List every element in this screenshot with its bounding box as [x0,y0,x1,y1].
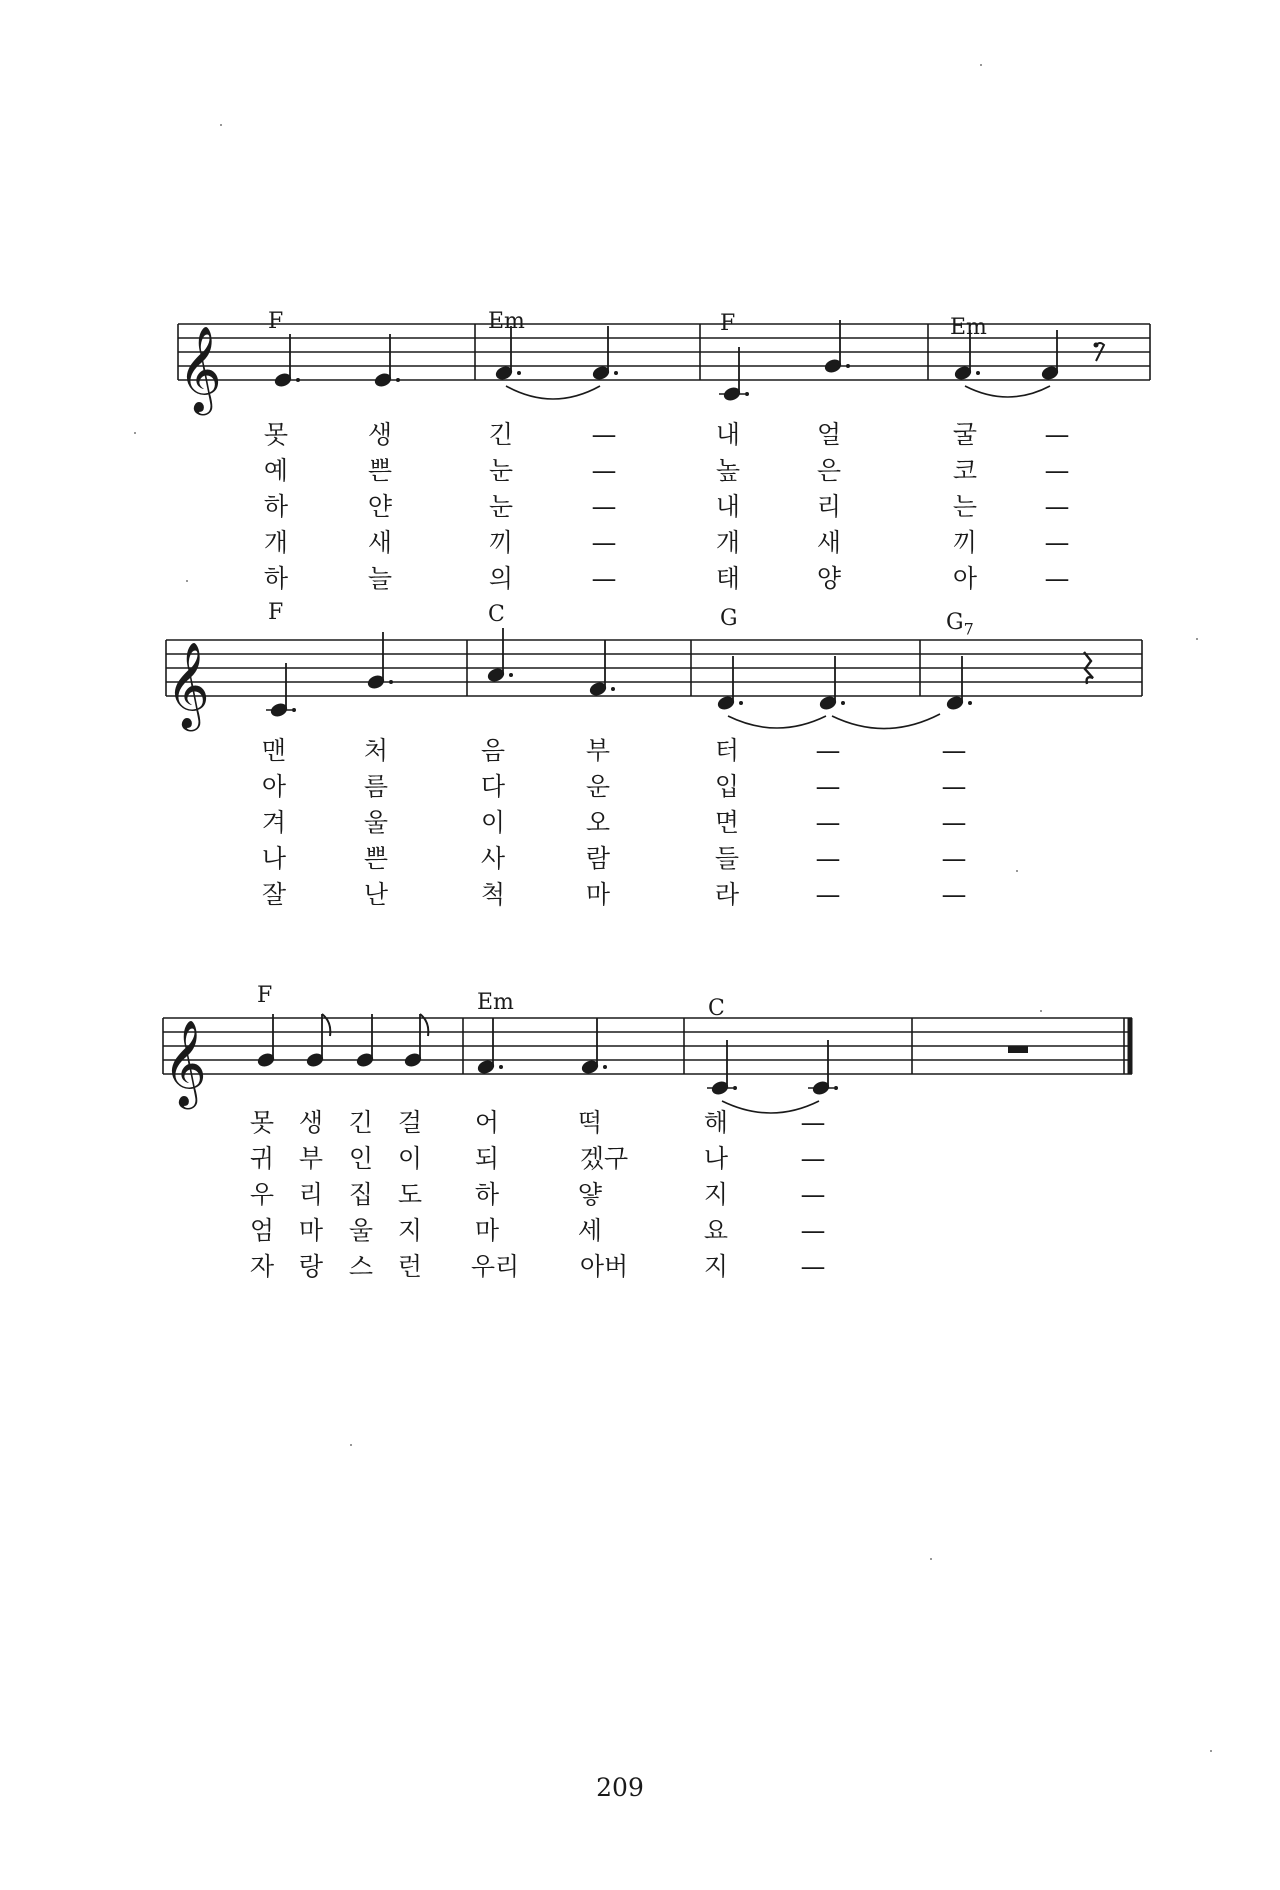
lyric-syllable: 얗 [577,1180,603,1209]
chord-symbol: Em [488,309,525,334]
chord-symbol: F [268,600,284,625]
lyric-syllable: 운 [585,772,611,801]
scan-speck [350,1444,352,1446]
lyric-syllable: 지 [703,1252,729,1281]
lyric-syllable: 인 [348,1144,374,1173]
lyric-syllable: 은 [816,456,842,485]
lyric-syllable: 아 [952,564,978,593]
lyric-syllable: 난 [363,880,389,909]
lyric-syllable: 집 [348,1180,374,1209]
lyric-syllable: 새 [367,528,393,557]
lyric-syllable: 끼 [952,528,978,557]
chord-symbol: $G_7$ [946,610,974,639]
lyric-syllable: 늘 [367,564,393,593]
chord-symbol: C [488,602,505,627]
lyric-syllable: 이 [397,1144,423,1173]
lyric-syllable: 부 [298,1144,324,1173]
treble-clef-icon: 𝄞 [166,642,210,728]
scan-speck [1040,1010,1042,1012]
lyric-syllable: — [800,1252,826,1281]
lyric-syllable: 쁜 [363,844,389,873]
lyric-syllable: 스 [348,1252,374,1281]
lyric-syllable: 지 [397,1216,423,1245]
staff-system-1 [178,324,1150,380]
scan-speck [1016,870,1018,872]
lyric-syllable: 코 [952,456,978,485]
lyric-syllable: 면 [714,808,740,837]
lyric-syllable: 들 [714,844,740,873]
lyric-syllable: 입 [714,772,740,801]
lyric-syllable: 예 [263,456,289,485]
staff-system-2 [166,640,1142,696]
lyric-syllable: 음 [480,736,506,765]
lyric-syllable: 엄 [249,1216,275,1245]
lyric-syllable: — [941,808,967,837]
lyric-syllable: 하 [263,492,289,521]
lyric-syllable: 생 [298,1108,324,1137]
lyric-syllable: 겠구 [579,1144,629,1173]
lyric-syllable: 울 [348,1216,374,1245]
lyric-syllable: 라 [714,880,740,909]
chord-symbol: Em [950,315,987,340]
lyric-syllable: 이 [480,808,506,837]
scan-speck [186,580,188,582]
scan-speck [1210,1750,1212,1752]
lyric-syllable: 마 [298,1216,324,1245]
lyric-syllable: 우리 [470,1252,520,1281]
lyric-syllable: — [1044,528,1070,557]
lyric-syllable: 나 [261,844,287,873]
lyric-syllable: 개 [263,528,289,557]
lyric-syllable: — [815,880,841,909]
scan-speck [134,432,136,434]
lyric-syllable: 오 [585,808,611,837]
lyric-syllable: — [941,880,967,909]
lyric-syllable: 처 [363,736,389,765]
lyric-syllable: 내 [715,420,741,449]
lyric-syllable: 하 [474,1180,500,1209]
lyric-syllable: — [591,420,617,449]
lyric-syllable: 도 [397,1180,423,1209]
staff-system-3 [163,1018,1132,1074]
notes-system-2 [266,628,1093,729]
lyric-syllable: — [591,564,617,593]
lyric-syllable: — [941,844,967,873]
lyric-syllable: — [815,808,841,837]
lyric-syllable: 의 [488,564,514,593]
lyric-syllable: 긴 [348,1108,374,1137]
lyric-syllable: — [591,456,617,485]
lyric-syllable: 높 [715,456,741,485]
lyric-syllable: 얼 [816,420,842,449]
lyric-syllable: 새 [816,528,842,557]
scan-speck [980,64,982,66]
lyric-syllable: 쁜 [367,456,393,485]
lyric-syllable: 요 [703,1216,729,1245]
lyric-syllable: 내 [715,492,741,521]
lyric-syllable: 세 [577,1216,603,1245]
lyric-syllable: 하 [263,564,289,593]
lyric-syllable: — [1044,492,1070,521]
chord-symbol: G [720,606,738,631]
lyric-syllable: 어 [474,1108,500,1137]
lyric-syllable: — [1044,564,1070,593]
lyric-syllable: 우 [249,1180,275,1209]
lyric-syllable: 해 [703,1108,729,1137]
chord-symbol: F [257,983,273,1008]
lyric-syllable: 양 [816,564,842,593]
lyric-syllable: 잘 [261,880,287,909]
lyric-syllable: 울 [363,808,389,837]
lyric-syllable: — [800,1216,826,1245]
lyric-syllable: 터 [714,736,740,765]
lyric-syllable: — [800,1180,826,1209]
lyric-syllable: 다 [480,772,506,801]
lyric-syllable: 못 [263,420,289,449]
lyric-syllable: 리 [298,1180,324,1209]
chord-symbol: F [268,309,284,334]
chord-symbol: F [720,311,736,336]
lyric-syllable: 런 [397,1252,423,1281]
lyric-syllable: 아버 [579,1252,629,1281]
lyric-syllable: 름 [363,772,389,801]
lyric-syllable: — [591,492,617,521]
lyric-syllable: 람 [585,844,611,873]
lyric-syllable: 눈 [488,492,514,521]
lyric-syllable: — [1044,420,1070,449]
lyric-syllable: 마 [585,880,611,909]
lyric-syllable: — [941,772,967,801]
lyric-syllable: 아 [261,772,287,801]
lyric-syllable: 랑 [298,1252,324,1281]
lyric-syllable: 사 [480,844,506,873]
lyric-syllable: — [800,1144,826,1173]
lyric-syllable: — [815,772,841,801]
treble-clef-icon: 𝄞 [163,1020,207,1106]
scan-speck [220,124,222,126]
lyric-syllable: 눈 [488,456,514,485]
lyric-syllable: — [941,736,967,765]
lyric-syllable: 리 [816,492,842,521]
lyric-syllable: — [800,1108,826,1137]
lyric-syllable: — [591,528,617,557]
lyric-syllable: 걸 [397,1108,423,1137]
lyric-syllable: 되 [474,1144,500,1173]
lyric-syllable: 마 [474,1216,500,1245]
scan-speck [930,1558,932,1560]
lyric-syllable: 부 [585,736,611,765]
lyric-syllable: 지 [703,1180,729,1209]
lyric-syllable: 개 [715,528,741,557]
lyric-syllable: 떡 [577,1108,603,1137]
lyric-syllable: 얀 [367,492,393,521]
lyric-syllable: 자 [249,1252,275,1281]
lyric-syllable: 생 [367,420,393,449]
lyric-syllable: — [1044,456,1070,485]
lyric-syllable: 는 [952,492,978,521]
chord-symbol: C [708,996,725,1021]
chord-symbol: Em [477,990,514,1015]
lyric-syllable: 굴 [952,420,978,449]
lyric-syllable: 긴 [488,420,514,449]
scan-speck [1196,638,1198,640]
lyric-syllable: 나 [703,1144,729,1173]
treble-clef-icon: 𝄞 [178,326,222,412]
lyric-syllable: 겨 [261,808,287,837]
lyric-syllable: 태 [715,564,741,593]
lyric-syllable: 못 [249,1108,275,1137]
lyric-syllable: — [815,844,841,873]
page-number: 209 [596,1773,644,1802]
lyric-syllable: 귀 [249,1144,275,1173]
lyric-syllable: 맨 [261,736,287,765]
lyric-syllable: — [815,736,841,765]
lyric-syllable: 척 [480,880,506,909]
lyric-syllable: 끼 [488,528,514,557]
